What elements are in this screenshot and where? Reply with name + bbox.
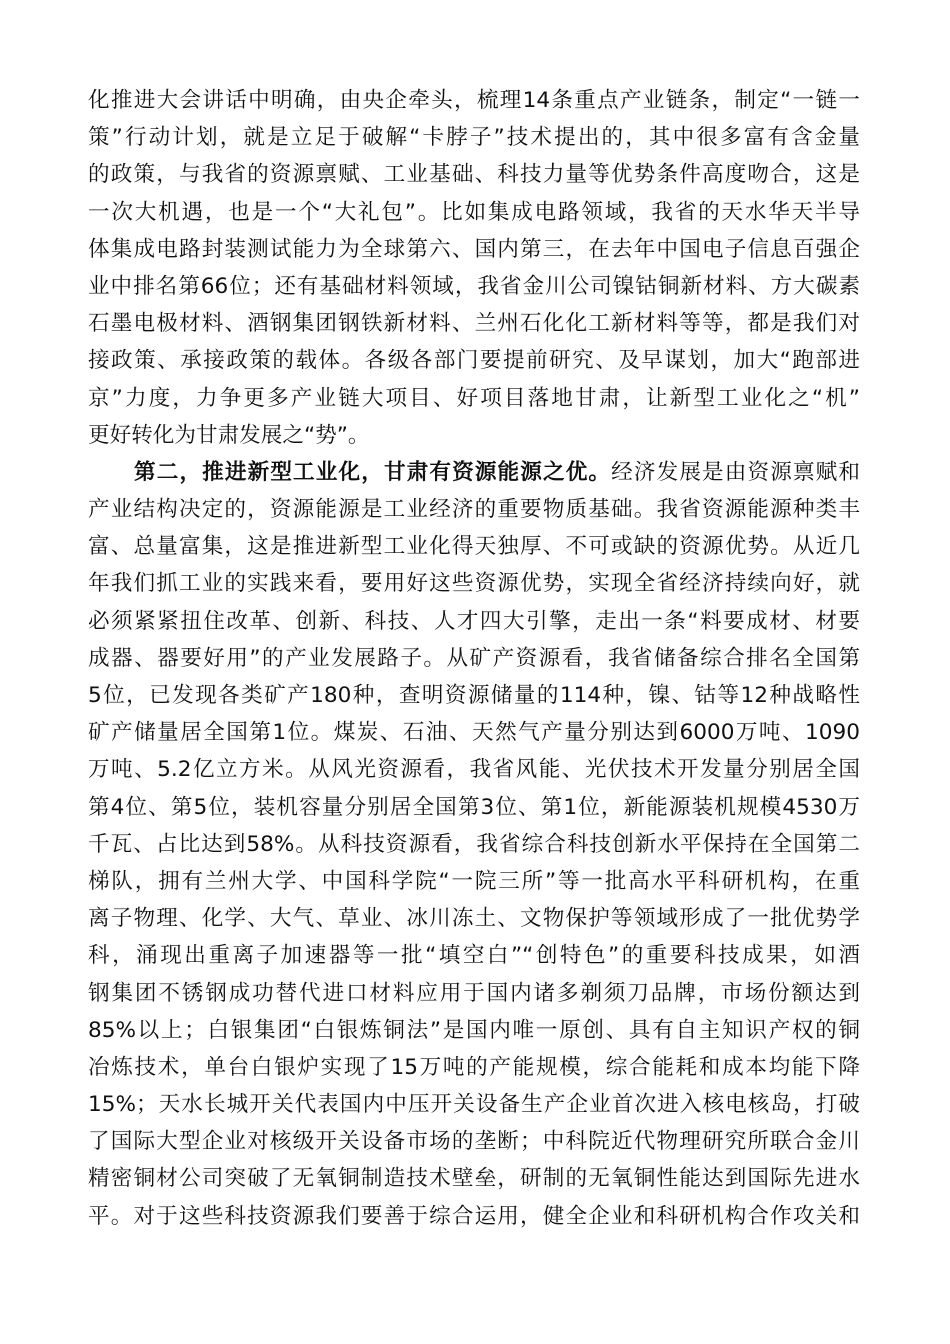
paragraph-line: 万吨、5.2亿立方米。从风光资源看，我省风能、光伏技术开发量分别居全国 xyxy=(88,757,860,783)
paragraph-line: 钢集团不锈钢成功替代进口材料应用于国内诸多剃须刀品牌，市场份额达到 xyxy=(88,980,860,1006)
document-page xyxy=(88,82,860,1235)
paragraph-line xyxy=(88,454,860,491)
paragraph-line: 离子物理、化学、大气、草业、冰川冻土、文物保护等领域形成了一批优势学 xyxy=(88,906,860,932)
paragraph-line: 化推进大会讲话中明确，由央企牵头，梳理14条重点产业链条，制定“一链一 xyxy=(88,88,860,113)
paragraph-line: 千瓦、占比达到58%。从科技资源看，我省综合科技创新水平保持在全国第二 xyxy=(88,831,860,857)
paragraph-line: 第4位、第5位，装机容量分别居全国第3位、第1位，新能源装机规模4530万 xyxy=(88,794,860,820)
paragraph-line: 京”力度，力争更多产业链大项目、好项目落地甘肃，让新型工业化之“机” xyxy=(88,385,860,411)
paragraph-line: 成器、器要好用”的产业发展路子。从矿产资源看，我省储备综合排名全国第 xyxy=(88,645,860,671)
paragraph-line: 85%以上；白银集团“白银炼铜法”是国内唯一原创、具有自主知识产权的铜 xyxy=(88,1017,860,1043)
paragraph-line: 一次大机遇，也是一个“大礼包”。比如集成电路领域，我省的天水华天半导 xyxy=(88,199,860,225)
paragraph-line: 业中排名第66位；还有基础材料领域，我省金川公司镍钴铜新材料、方大碳素 xyxy=(88,273,860,299)
paragraph-line: 石墨电极材料、酒钢集团钢铁新材料、兰州石化化工新材料等等，都是我们对 xyxy=(88,311,860,337)
paragraph-line: 产业结构决定的，资源能源是工业经济的重要物质基础。我省资源能源种类丰 xyxy=(88,497,860,523)
paragraph-line: 富、总量富集，这是推进新型工业化得天独厚、不可或缺的资源优势。从近几 xyxy=(88,534,860,560)
paragraph-line: 体集成电路封装测试能力为全球第六、国内第三，在去年中国电子信息百强企 xyxy=(88,236,860,262)
paragraph-1 xyxy=(88,82,860,454)
paragraph-line: 冶炼技术，单台白银炉实现了15万吨的产能规模，综合能耗和成本均能下降 xyxy=(88,1054,860,1080)
paragraph-line: 梯队，拥有兰州大学、中国科学院“一院三所”等一批高水平科研机构，在重 xyxy=(88,868,860,894)
paragraph-line: 了国际大型企业对核级开关设备市场的垄断；中科院近代物理研究所联合金川 xyxy=(88,1129,860,1155)
paragraph-line: 精密铜材公司突破了无氧铜制造技术壁垒，研制的无氧铜性能达到国际先进水 xyxy=(88,1166,860,1192)
paragraph-line: 科，涌现出重离子加速器等一批“填空白”“创特色”的重要科技成果，如酒 xyxy=(88,943,860,969)
paragraph-line: 15%；天水长城开关代表国内中压开关设备生产企业首次进入核电核岛，打破 xyxy=(88,1092,860,1118)
paragraph-line: 5位，已发现各类矿产180种，查明资源储量的114种，镍、钴等12种战略性 xyxy=(88,683,860,708)
paragraph-2 xyxy=(88,454,860,1235)
paragraph-line: 必须紧紧扭住改革、创新、科技、人才四大引擎，走出一条“料要成材、材要 xyxy=(88,608,860,634)
paragraph-line: 年我们抓工业的实践来看，要用好这些资源优势，实现全省经济持续向好，就 xyxy=(88,571,860,597)
paragraph-line: 的政策，与我省的资源禀赋、工业基础、科技力量等优势条件高度吻合，这是 xyxy=(88,162,860,188)
paragraph-text: 经济发展是由资源禀赋和 xyxy=(611,459,860,485)
section-heading: 第二，推进新型工业化，甘肃有资源能源之优。 xyxy=(134,459,612,485)
paragraph-line: 策”行动计划，就是立足于破解“卡脖子”技术提出的，其中很多富有含金量 xyxy=(88,125,860,151)
paragraph-line: 接政策、承接政策的载体。各级各部门要提前研究、及早谋划，加大“跑部进 xyxy=(88,348,860,374)
paragraph-line: 矿产储量居全国第1位。煤炭、石油、天然气产量分别达到6000万吨、1090 xyxy=(88,720,860,746)
paragraph-line: 更好转化为甘肃发展之“势”。 xyxy=(88,422,370,448)
paragraph-line: 平。对于这些科技资源我们要善于综合运用，健全企业和科研机构合作攻关和 xyxy=(88,1203,860,1229)
